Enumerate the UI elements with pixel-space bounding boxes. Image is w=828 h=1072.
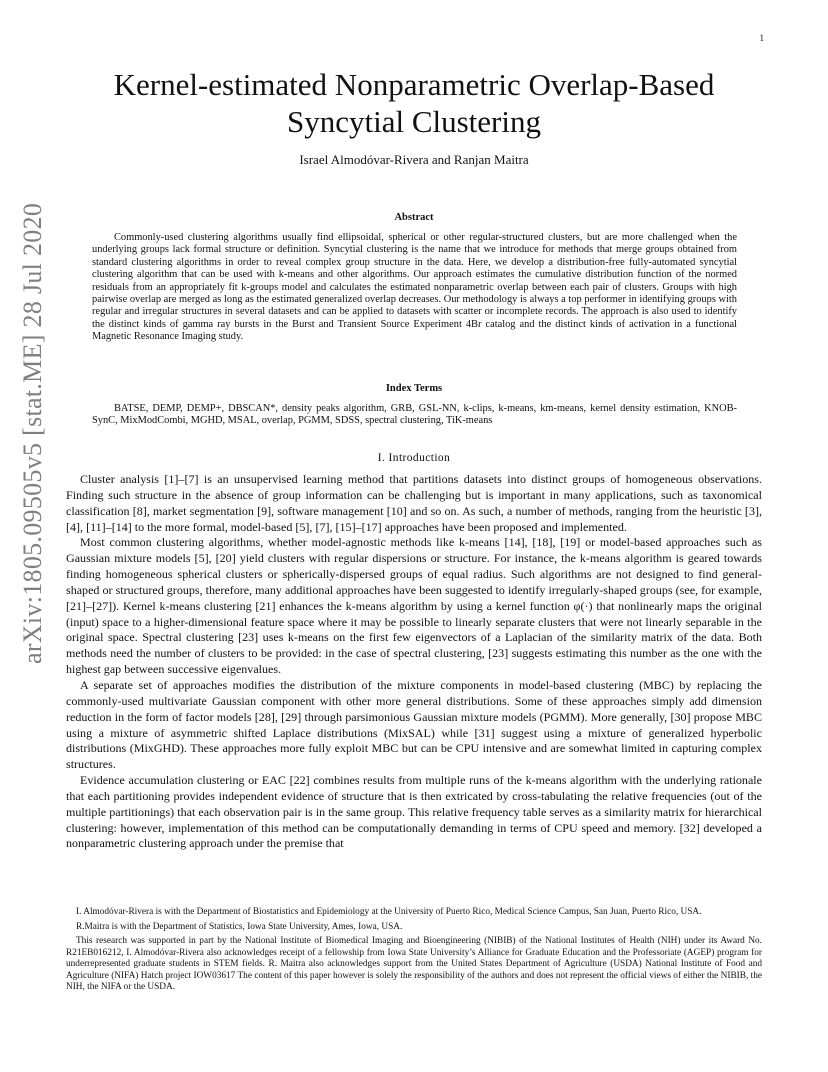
- footnotes: [66, 907, 762, 997]
- body-paragraph: Evidence accumulation clustering or EAC [22] combines results from multiple runs of the k-means algorithm with the underlying rationale that each partitioning provides independent evidence of structure that is then extricated by cross-tabulating the relative frequencies (out of the multiple partitionings) that each observation pair is in the same group. This relative frequency table serves as a similarity matrix for hierarchical clustering: however, implementation of this method can be computationally demanding in terms of CPU speed and memory. [32] developed a nonparametric clustering approach under the premise that: [66, 773, 762, 851]
- title-line-2: Syncytial Clustering: [286, 104, 541, 139]
- paper-title: [0, 66, 828, 140]
- abstract-heading: Abstract: [394, 212, 434, 223]
- page-number: 1: [759, 33, 764, 43]
- abstract-text: Commonly-used clustering algorithms usually find ellipsoidal, spherical or other regular-structured clusters, but are more challenged when the underlying groups lack formal structure or definition. Syncytial clustering is the name that we introduce for methods that merge groups obtained from standard clustering algorithms in order to reveal complex group structure in the data. Here, we develop a distribution-free fully-automated syncytial clustering algorithm that can be used with k-means and other algorithms. Our approach estimates the cumulative distribution function of the normed residuals from an appropriately fit k-groups model and calculates the estimated nonparametric overlap between each pair of clusters. Groups with high pairwise overlap are merged as long as the estimated generalized overlap decreases. Our methodology is always a top performer in identifying groups with regular and irregular structures in several datasets and can be applied to datasets with scatter or incomplete records. The approach is also used to identify the distinct kinds of gamma ray bursts in the Burst and Transient Source Experiment 4Br catalog and the distinct kinds of activation in a functional Magnetic Resonance Imaging study.: [92, 232, 737, 343]
- index-terms-heading: Index Terms: [385, 383, 443, 394]
- footnote-affiliation-1: I. Almodóvar-Rivera is with the Department of Biostatistics and Epidemiology at the University of Puerto Rico, Medical Science Campus, San Juan, Puerto Rico, USA.: [76, 907, 702, 917]
- body-paragraph: A separate set of approaches modifies the distribution of the mixture components in model-based clustering (MBC) by replacing the commonly-used multivariate Gaussian component with other more general distributions. Some of these approaches simply add dimension reduction in the form of factor models [28], [29] through parsimonious Gaussian mixture models (PGMM). More generally, [30] propose MBC using a mixture of asymmetric shifted Laplace distributions (MixSAL) while [31] suggest using a mixture of generalized hyperbolic distributions (MixGHD). These approaches more fully exploit MBC but can be CPU intensive and are somewhat limited in capturing complex structures.: [66, 677, 762, 772]
- arxiv-identifier-stamp: arXiv:1805.09505v5 [stat.ME] 28 Jul 2020: [18, 202, 47, 664]
- body-paragraph: Cluster analysis [1]–[7] is an unsupervised learning method that partitions datasets into distinct groups of homogeneous observations. Finding such structure in the absence of group information can be challenging but is important in many applications, such as taxonomical classification [8], market segmentation [9], software management [10] and so on. As such, a number of methods, ranging from the heuristic [3], [4], [11]–[14] to the more formal, model-based [5], [7], [15]–[17] approaches have been proposed and implemented.: [66, 472, 762, 534]
- footnote-affiliation-2: R.Maitra is with the Department of Statistics, Iowa State University, Ames, Iowa, USA.: [76, 921, 403, 932]
- author-list: Israel Almodóvar-Rivera and Ranjan Maitra: [299, 152, 529, 167]
- index-terms-text: BATSE, DEMP, DEMP+, DBSCAN*, density peaks algorithm, GRB, GSL-NN, k-clips, k-means, km-means, kernel density estimation, KNOB-SynC, MixModCombi, MGHD, MSAL, overlap, PGMM, SDSS, spectral clustering, TiK-means: [92, 403, 737, 427]
- introduction-body: [66, 472, 762, 852]
- footnote-funding: This research was supported in part by the National Institute of Biomedical Imaging and Bioengineering (NIBIB) of the National Institutes of Health (NIH) under its Award No. R21EB016212, I. Almodóvar-Rivera also acknowledges receipt of a fellowship from Iowa State University’s Alliance for Graduate Education and the Professoriate (AGEP) program for underrepresented graduate students in STEM fields. R. Maitra also acknowledges support from the United States Department of Agriculture (USDA) National Institute of Food and Agriculture (NIFA) Hatch project IOW03617 The content of this paper however is solely the responsibility of the authors and does not represent the official views of either the NIBIB, the NIH, the NIFA or the USDA.: [66, 936, 762, 992]
- section-heading-introduction: I. Introduction: [377, 452, 451, 464]
- title-line-1: Kernel-estimated Nonparametric Overlap-Based: [113, 67, 715, 102]
- body-paragraph: Most common clustering algorithms, whether model-agnostic methods like k-means [14], [18], [19] or model-based approaches such as Gaussian mixture models [5], [20] yield clusters with regular dispersions or structure. For instance, the k-means algorithm is geared towards finding homogeneous spherical clusters or spherically-dispersed groups of equal radius. Such algorithms are not designed to find general-shaped or structured groups, therefore, many additional approaches have been suggested to identify irregularly-shaped groups (see, for example, [21]–[27]). Kernel k-means clustering [21] enhances the k-means algorithm by using a kernel function φ(·) that nonlinearly maps the original (input) space to a higher-dimensional feature space where it may be possible to linearly separate clusters that were not linearly separable in the original space. Spectral clustering [23] uses k-means on the first few eigenvectors of a Laplacian of the similarity matrix of the data. Both methods need the number of clusters to be provided: in the case of spectral clustering, [23] suggests estimating this number as the one with the highest gap between successive eigenvalues.: [66, 535, 762, 677]
